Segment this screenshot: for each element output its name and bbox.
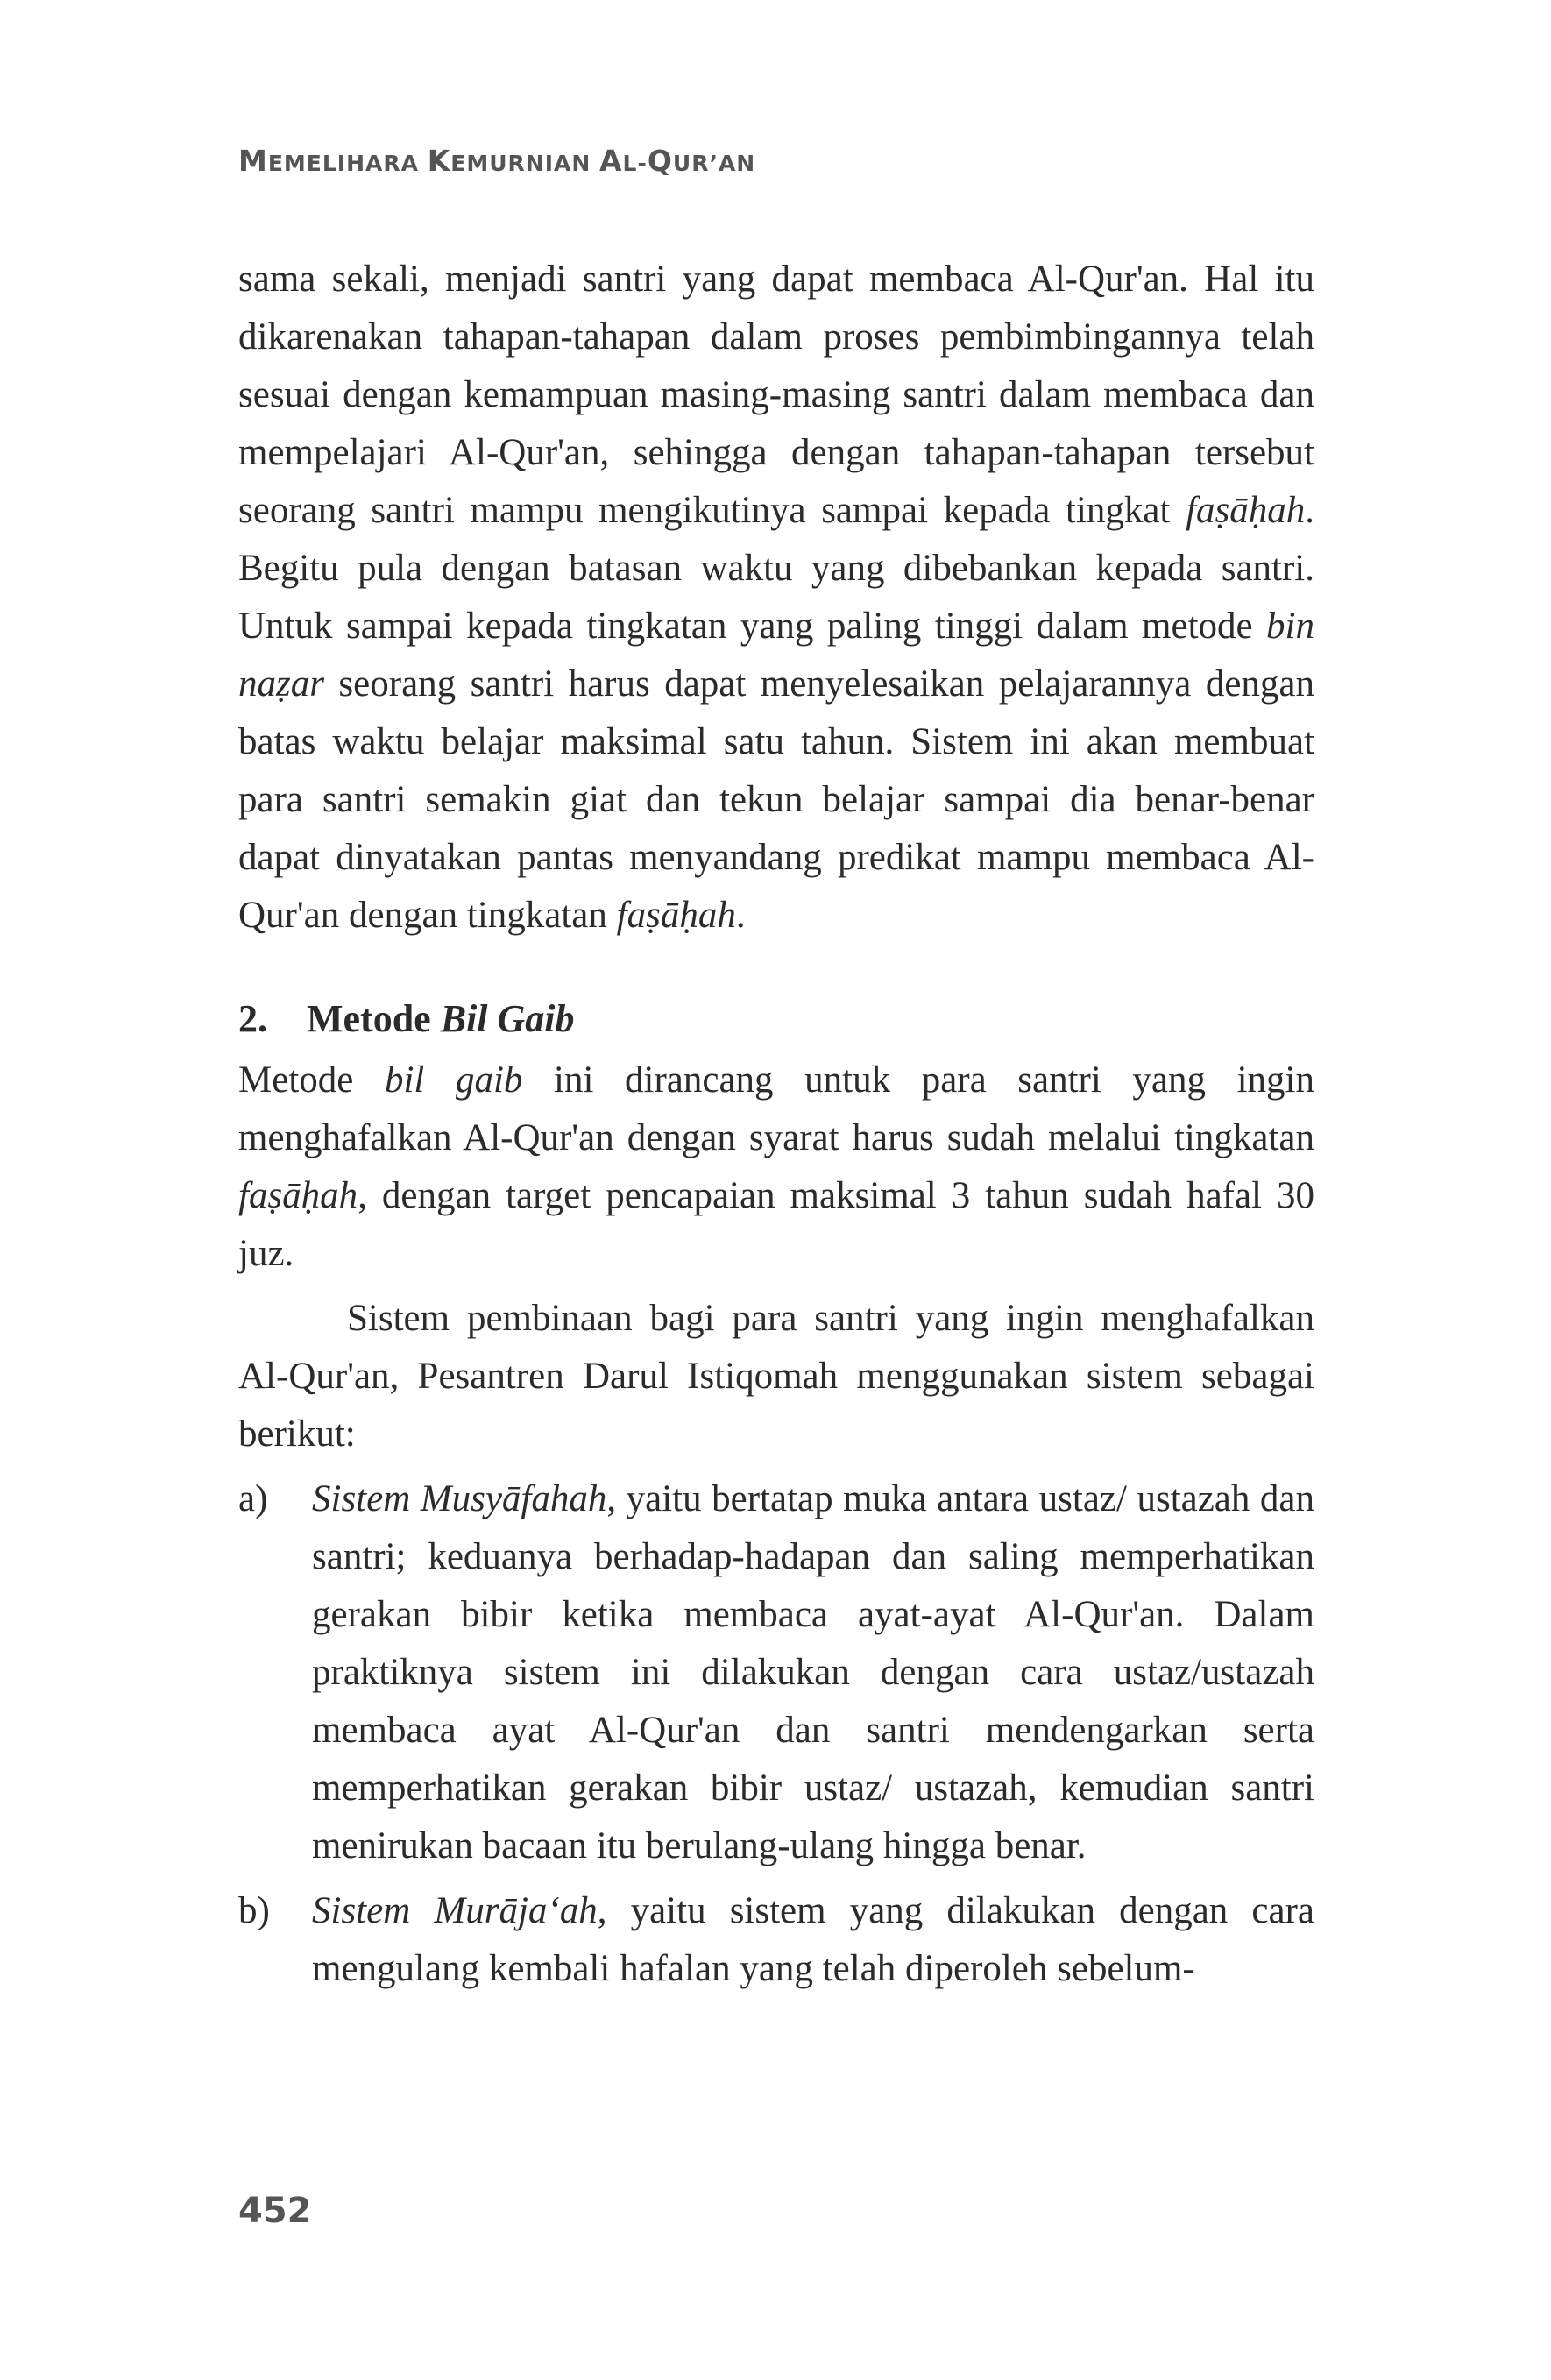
p1-text-1: sama sekali, menjadi santri yang dapat membaca Al-Qur'an. Hal itu dikarenakan tahapan-tahapan dalam proses pembimbingannya telah sesuai dengan kemampuan masing-masing santri dalam membaca dan mempelajari Al-Qur'an, sehingga dengan tahapan-tahapan tersebut seorang santri mampu mengikutinya sampai kepada tingkat [238,259,1314,531]
p2-text-3: , dengan target pencapaian maksimal 3 tahun sudah hafal 30 juz. [238,1175,1314,1274]
page-content [238,251,1314,2005]
paragraph-1 [238,251,1314,945]
system-list [238,1470,1314,1998]
list-item-body [312,1470,1314,1875]
paragraph-3: Sistem pembinaan bagi para santri yang ingin menghafalkan Al-Qur'an, Pesantren Darul Istiqomah menggunakan sistem sebagai berikut: [238,1298,1314,1455]
running-header [238,144,755,178]
paragraph-2 [238,1052,1314,1283]
p2-text-1: Metode [238,1059,385,1101]
list-text: , yaitu bertatap muka antara ustaz/ ustazah dan santri; keduanya berhadap-hadapan dan saling memperhatikan gerakan bibir ketika membaca ayat-ayat Al-Qur'an. Dalam praktiknya sistem ini dilakukan dengan cara ustaz/ustazah membaca ayat Al-Qur'an dan santri mendengarkan serta memperhatikan gerakan bibir ustaz/ ustazah, kemudian santri menirukan bacaan itu berulang-ulang hingga benar. [312,1478,1314,1866]
p1-term-bin-nazar: bin naẓar [238,606,1314,705]
header-cap-2: K [427,144,451,178]
header-cap-1: M [238,144,268,178]
section-heading [238,990,1314,1048]
list-term: Sistem Musyāfahah [312,1478,607,1519]
p1-text-3: seorang santri harus dapat menyelesaikan pelajarannya dengan batas waktu belajar maksimal satu tahun. Sistem ini akan membuat para santri semakin giat dan tekun belajar sampai dia benar-benar dapat dinyatakan pantas menyandang predikat mampu membaca Al-Qur'an dengan tingkatan [238,663,1314,936]
section-title-italic: Bil Gaib [440,997,575,1040]
section-title-plain: Metode [307,997,441,1040]
header-rest-1: EMELIHARA [267,151,428,176]
page-number: 452 [238,2191,312,2231]
list-text: , yaitu sistem yang dilakukan dengan cara mengulang kembali hafalan yang telah diperoleh sebelum- [312,1890,1314,1989]
p2-text-2: ini dirancang untuk para santri yang ingin menghafalkan Al-Qur'an dengan syarat harus sudah melalui tingkatan [238,1059,1315,1158]
p2-term-bil-gaib: bil gaib [384,1059,523,1101]
p1-text-2: . Begitu pula dengan batasan waktu yang dibebankan kepada santri. Untuk sampai kepada tingkatan yang paling tinggi dalam metode [238,490,1314,647]
header-cap-3: A [598,144,623,178]
list-marker: a) [238,1478,268,1519]
p1-text-4: . [735,895,746,936]
list-marker: b) [238,1890,270,1931]
header-rest-3: L- [622,151,648,176]
p1-term-fasahah-2: faṣāḥah [616,895,736,936]
list-item [238,1882,1314,1998]
list-item [238,1470,1314,1875]
p2-term-fasahah: faṣāḥah [238,1175,358,1216]
section-title [307,990,575,1048]
list-item-body [312,1882,1314,1998]
header-cap-4: Q [647,144,673,178]
list-term: Sistem Murāja‘ah [312,1890,598,1931]
p1-term-fasahah: faṣāḥah [1186,490,1306,531]
header-rest-4: UR’AN [672,151,756,176]
section-number: 2. [238,997,267,1040]
header-rest-2: EMURNIAN [450,151,599,176]
